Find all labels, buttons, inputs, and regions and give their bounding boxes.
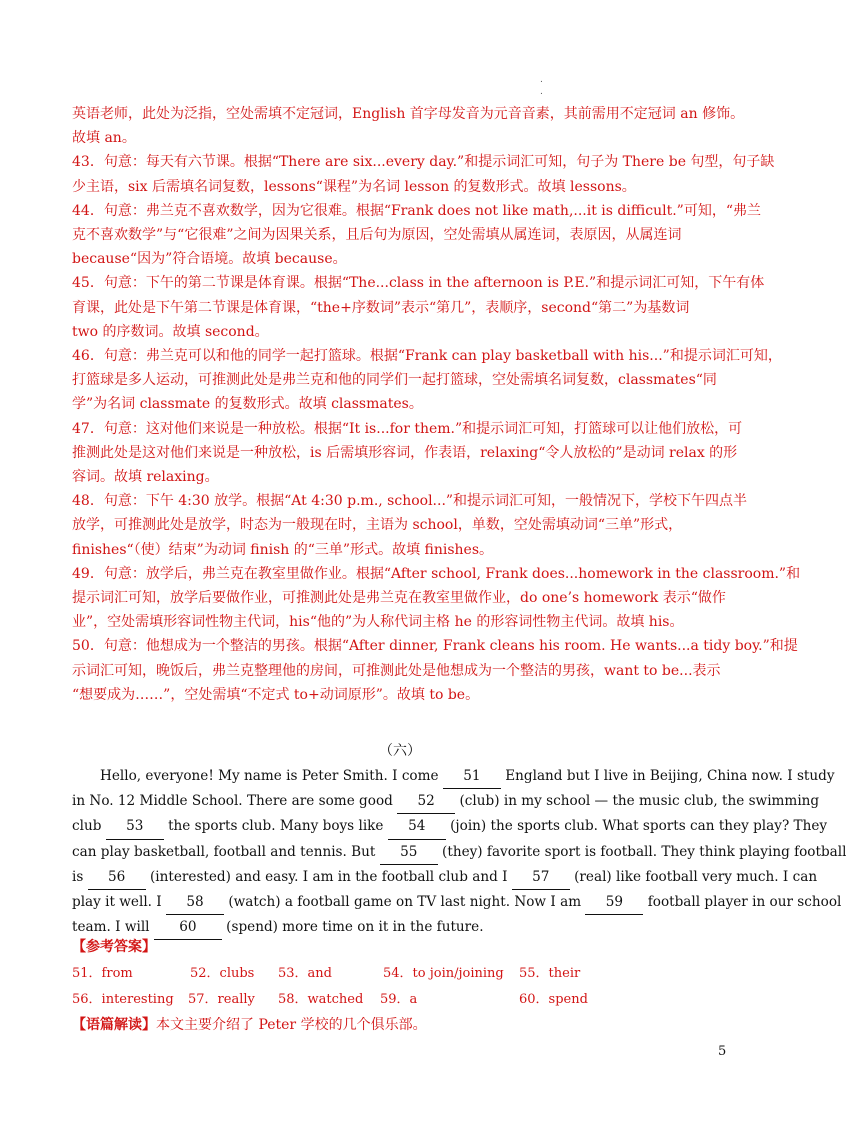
answer-55: 55．their [519, 966, 581, 981]
blank-59: 59 [585, 890, 643, 915]
passage-text: (spend) more time on it in the future. [226, 919, 484, 936]
passage-text: Hello, everyone! My name is Peter Smith. I come [100, 768, 439, 784]
section-heading: （六） [379, 743, 421, 759]
answer-54: 54．to join/joining [383, 966, 504, 981]
text-line: “想要成为……”，空处需填“不定式 to+动词原形”。故填 to be。 [72, 686, 480, 703]
passage-text: football player in our school [647, 894, 842, 911]
text-line: 克不喜欢数学”与“它很难”之间为因果关系，且后句为原因，空处需填从属连词，表原因，从属连词 [72, 227, 682, 243]
explanation-44 [72, 199, 761, 272]
explanation-46 [72, 344, 782, 417]
passage-text: is [72, 868, 84, 885]
text-line: 示词汇可知，晚饭后，弗兰克整理他的房间，可推测此处是他想成为一个整洁的男孩，want to be...表示 [72, 662, 721, 679]
text-line: 44．句意：弗兰克不喜欢数学，因为它很难。根据“Frank does not like math,...it is difficult.”可知，“弗兰 [72, 202, 761, 219]
text-line: 打篮球是多人运动，可推测此处是弗兰克和他的同学们一起打篮球，空处需填名词复数，classmates“同 [72, 372, 717, 389]
blank-60: 60 [154, 915, 222, 940]
answer-53: 53．and [278, 966, 332, 981]
passage-line [72, 890, 842, 915]
passage-line [72, 840, 846, 865]
passage-analysis [72, 1014, 427, 1034]
explanation-49 [72, 562, 801, 635]
blank-57: 57 [512, 865, 570, 890]
explanation-45 [72, 271, 765, 344]
text-line: 英语老师，此处为泛指，空处需填不定冠词，English 首字母发音为元音音素，其前需用不定冠词 an 修饰。 [72, 106, 745, 122]
cloze-passage [72, 764, 846, 940]
blank-55: 55 [380, 840, 438, 865]
answer-57: 57．really [188, 992, 255, 1007]
answer-59: 59．a [380, 992, 418, 1007]
answer-row-1 [72, 962, 732, 982]
answer-52: 52．clubs [190, 966, 255, 981]
page-number: 5 [718, 1044, 727, 1059]
passage-text: play it well. I [72, 894, 162, 911]
passage-text: (real) like football very much. I can [574, 868, 818, 885]
passage-text: in No. 12 Middle School. There are some good [72, 793, 393, 810]
passage-text: team. I will [72, 919, 150, 936]
text-line: 容词。故填 relaxing。 [72, 469, 219, 485]
analysis-label: 【语篇解读】 [72, 1017, 156, 1033]
blank-56: 56 [88, 865, 146, 890]
passage-line [72, 915, 732, 940]
passage-text: (join) the sports club. What sports can they play? They [450, 818, 828, 835]
passage-line [72, 764, 835, 789]
text-line: 45．句意：下午的第二节课是体育课。根据“The...class in the afternoon is P.E.”和提示词汇可知，下午有体 [72, 275, 765, 292]
text-line: 推测此处是这对他们来说是一种放松，is 后需填形容词，作表语，relaxing“令人放松的”是动词 relax 的形 [72, 444, 738, 461]
passage-text: England but I live in Beijing, China now. I study [505, 768, 835, 784]
explanation-42-cont [72, 102, 745, 150]
header-dots: . . [540, 75, 543, 97]
text-line: 43．句意：每天有六节课。根据“There are six...every day.”和提示词汇可知，句子为 There be 句型，句子缺 [72, 154, 775, 171]
answer-title: 【参考答案】 [72, 939, 156, 955]
text-line: 故填 an。 [72, 130, 136, 147]
analysis-text: 本文主要介绍了 Peter 学校的几个俱乐部。 [156, 1017, 427, 1033]
text-line: 49．句意：放学后，弗兰克在教室里做作业。根据“After school, Frank does...homework in the classroom.”和 [72, 565, 801, 582]
text-line: 47．句意：这对他们来说是一种放松。根据“It is...for them.”和提示词汇可知，打篮球可以让他们放松，可 [72, 420, 743, 437]
passage-text: can play basketball, football and tennis. But [72, 843, 376, 860]
passage-text: club [72, 818, 102, 835]
passage-line [72, 865, 818, 890]
text-line: 业”，空处需填形容词性物主代词，his“他的”为人称代词主格 he 的形容词性物主代词。故填 his。 [72, 614, 684, 631]
text-line: 育课，此处是下午第二节课是体育课，“the+序数词”表示“第几”，表顺序，second“第二”为基数词 [72, 299, 690, 316]
text-line: finishes“（使）结束”为动词 finish 的“三单”形式。故填 finishes。 [72, 541, 494, 558]
answer-row-2 [72, 988, 732, 1008]
answer-60: 60．spend [519, 992, 588, 1007]
blank-52: 52 [397, 789, 455, 814]
text-line: 46．句意：弗兰克可以和他的同学一起打篮球。根据“Frank can play basketball with his...”和提示词汇可知， [72, 348, 782, 364]
passage-text: the sports club. Many boys like [168, 818, 384, 835]
passage-text: (they) favorite sport is football. They think playing football [442, 843, 846, 860]
passage-text: (club) in my school — the music club, the swimming [459, 793, 820, 810]
answer-58: 58．watched [278, 992, 364, 1007]
passage-line [72, 789, 820, 814]
text-line: 提示词汇可知，放学后要做作业，可推测此处是弗兰克在教室里做作业，do one’s homework 表示“做作 [72, 590, 726, 606]
explanation-50 [72, 634, 798, 707]
blank-53: 53 [106, 814, 164, 839]
text-line: 48．句意：下午 4:30 放学。根据“At 4:30 p.m., school...”和提示词汇可知，一般情况下，学校下午四点半 [72, 493, 748, 510]
answer-51: 51．from [72, 966, 133, 981]
text-line: 放学，可推测此处是放学，时态为一般现在时，主语为 school，单数，空处需填动词“三单”形式， [72, 517, 683, 534]
passage-line [72, 814, 828, 839]
text-line: because“因为”符合语境。故填 because。 [72, 251, 347, 268]
blank-51: 51 [443, 764, 501, 789]
answer-56: 56．interesting [72, 992, 174, 1007]
blank-54: 54 [388, 814, 446, 839]
blank-58: 58 [166, 890, 224, 915]
text-line: 50．句意：他想成为一个整洁的男孩。根据“After dinner, Frank cleans his room. He wants...a tidy boy.”和提 [72, 638, 798, 655]
explanation-43 [72, 150, 775, 198]
text-line: 学”为名词 classmate 的复数形式。故填 classmates。 [72, 396, 423, 413]
passage-text: (watch) a football game on TV last night. Now I am [228, 894, 582, 911]
explanation-48 [72, 489, 748, 562]
explanation-47 [72, 417, 743, 490]
text-line: two 的序数词。故填 second。 [72, 323, 269, 340]
text-line: 少主语，six 后需填名词复数，lessons“课程”为名词 lesson 的复数形式。故填 lessons。 [72, 178, 636, 195]
passage-text: (interested) and easy. I am in the football club and I [149, 868, 508, 885]
